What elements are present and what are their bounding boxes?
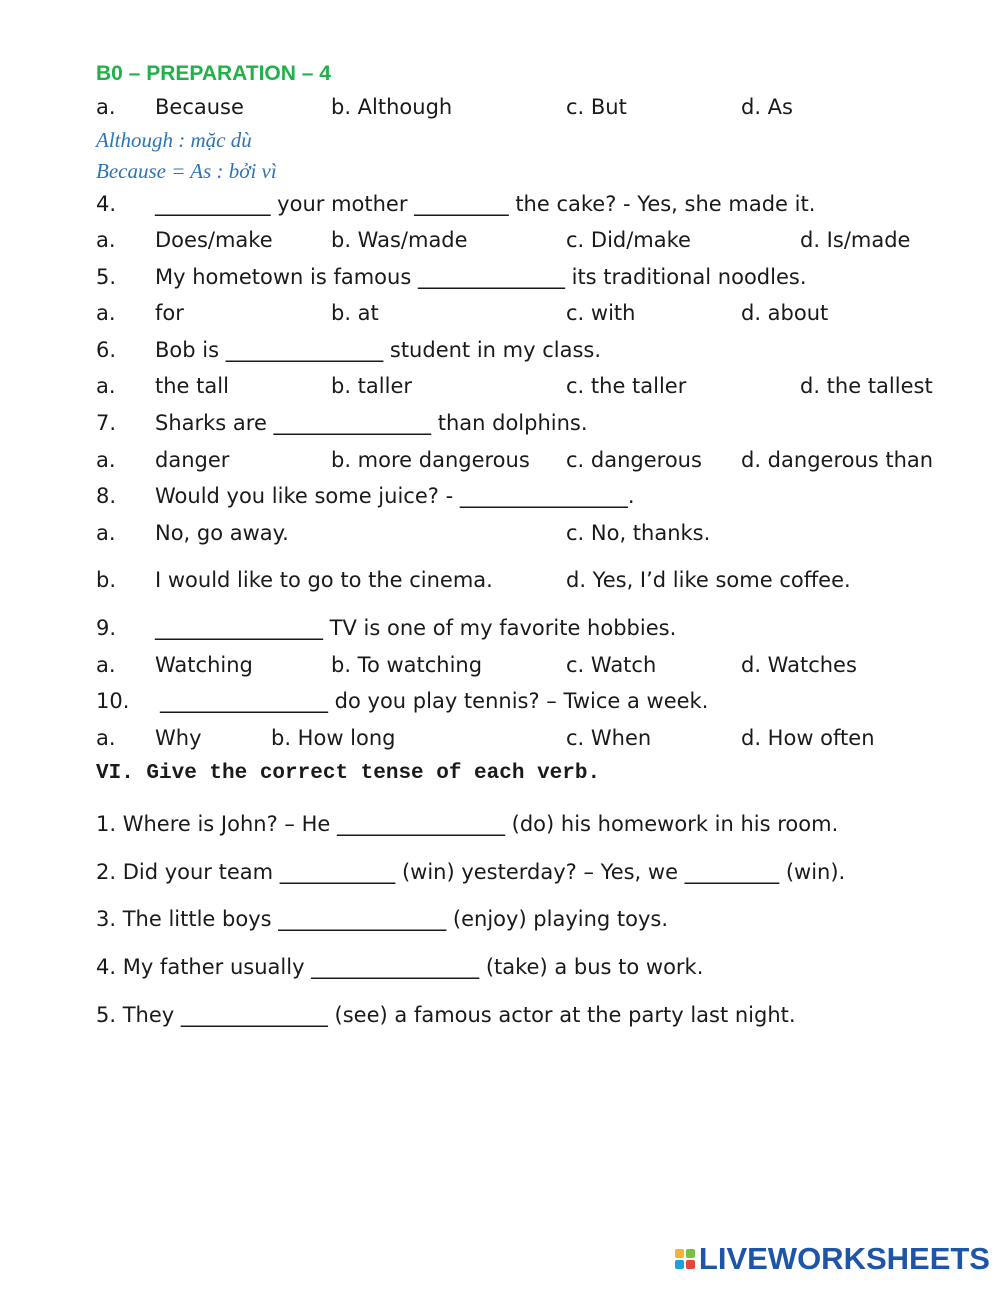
option-c: c. Watch xyxy=(566,653,657,677)
option-d: d. As xyxy=(741,95,793,119)
question-9-options xyxy=(0,653,1000,683)
option-b: b. Was/made xyxy=(331,228,468,252)
question-4 xyxy=(0,192,1000,222)
option-b: b. taller xyxy=(331,374,413,398)
option-b: b. To watching xyxy=(331,653,483,677)
option-a-num: a. xyxy=(96,653,116,677)
option-b: b. more dangerous xyxy=(331,448,530,472)
page-title: B0 – PREPARATION – 4 xyxy=(96,62,331,85)
option-d: d. How often xyxy=(741,726,875,750)
question-text: My hometown is famous ______________ its traditional noodles. xyxy=(155,265,807,289)
option-b: b. How long xyxy=(271,726,396,750)
verb-item-4: 4. My father usually ________________ (take) a bus to work. xyxy=(96,955,704,979)
option-c: c. with xyxy=(566,301,636,325)
option-d: d. the tallest xyxy=(800,374,933,398)
option-a-num: a. xyxy=(96,374,116,398)
option-b: b. Although xyxy=(331,95,453,119)
option-a: Because xyxy=(155,95,244,119)
question-number: 6. xyxy=(96,338,117,362)
verb-item-5: 5. They ______________ (see) a famous actor at the party last night. xyxy=(96,1003,796,1027)
section-heading: VI. Give the correct tense of each verb. xyxy=(96,762,601,785)
question-7 xyxy=(0,411,1000,441)
note-although: Although : mặc dù xyxy=(96,128,252,152)
option-c: c. dangerous xyxy=(566,448,702,472)
question-10-options xyxy=(0,726,1000,756)
option-a: Watching xyxy=(155,653,253,677)
question-5 xyxy=(0,265,1000,295)
question-4-options xyxy=(0,228,1000,258)
question-text: ________________ TV is one of my favorite hobbies. xyxy=(155,616,677,640)
question-text: Would you like some juice? - ________________. xyxy=(155,484,635,508)
question-number: 10. xyxy=(96,689,130,713)
question-7-options xyxy=(0,448,1000,478)
question-number: 5. xyxy=(96,265,117,289)
note-because: Because = As : bởi vì xyxy=(96,159,277,183)
question-number: 9. xyxy=(96,616,117,640)
question-8-options-row1 xyxy=(0,521,1000,551)
question-6 xyxy=(0,338,1000,368)
option-a-num: a. xyxy=(96,448,116,472)
option-c: c. No, thanks. xyxy=(566,521,711,545)
option-c: c. When xyxy=(566,726,652,750)
option-a: Why xyxy=(155,726,202,750)
q3-options xyxy=(0,95,1000,125)
option-a: danger xyxy=(155,448,230,472)
question-8-options-row2 xyxy=(0,568,1000,598)
question-text: Bob is _______________ student in my class. xyxy=(155,338,602,362)
liveworksheets-logo xyxy=(675,1241,990,1277)
question-text: ___________ your mother _________ the cake? - Yes, she made it. xyxy=(155,192,816,216)
option-d: d. Watches xyxy=(741,653,857,677)
logo-text: LIVEWORKSHEETS xyxy=(698,1241,990,1276)
option-a: Does/make xyxy=(155,228,273,252)
option-a-num: a. xyxy=(96,521,116,545)
question-10 xyxy=(0,689,1000,719)
verb-item-1: 1. Where is John? – He ________________ (do) his homework in his room. xyxy=(96,812,839,836)
option-a-num: a. xyxy=(96,228,116,252)
option-c: c. the taller xyxy=(566,374,687,398)
option-d: d. Is/made xyxy=(800,228,911,252)
verb-item-3: 3. The little boys ________________ (enjoy) playing toys. xyxy=(96,907,669,931)
verb-item-2: 2. Did your team ___________ (win) yesterday? – Yes, we _________ (win). xyxy=(96,860,846,884)
question-8 xyxy=(0,484,1000,514)
question-6-options xyxy=(0,374,1000,404)
logo-mark-icon xyxy=(675,1249,695,1269)
option-a-num: a. xyxy=(96,726,116,750)
option-a: No, go away. xyxy=(155,521,289,545)
option-d: d. Yes, I’d like some coffee. xyxy=(566,568,851,592)
question-number: 4. xyxy=(96,192,117,216)
question-5-options xyxy=(0,301,1000,331)
question-number: 8. xyxy=(96,484,117,508)
option-c: c. Did/make xyxy=(566,228,691,252)
option-d: d. about xyxy=(741,301,829,325)
question-number: 7. xyxy=(96,411,117,435)
option-d: d. dangerous than xyxy=(741,448,934,472)
option-b-num: b. xyxy=(96,568,117,592)
option-b: b. at xyxy=(331,301,379,325)
option-a-num: a. xyxy=(96,95,116,119)
question-text: Sharks are _______________ than dolphins. xyxy=(155,411,588,435)
option-b: I would like to go to the cinema. xyxy=(155,568,493,592)
option-a: for xyxy=(155,301,184,325)
question-text: ________________ do you play tennis? – Twice a week. xyxy=(160,689,709,713)
option-c: c. But xyxy=(566,95,627,119)
option-a-num: a. xyxy=(96,301,116,325)
option-a: the tall xyxy=(155,374,229,398)
question-9 xyxy=(0,616,1000,646)
